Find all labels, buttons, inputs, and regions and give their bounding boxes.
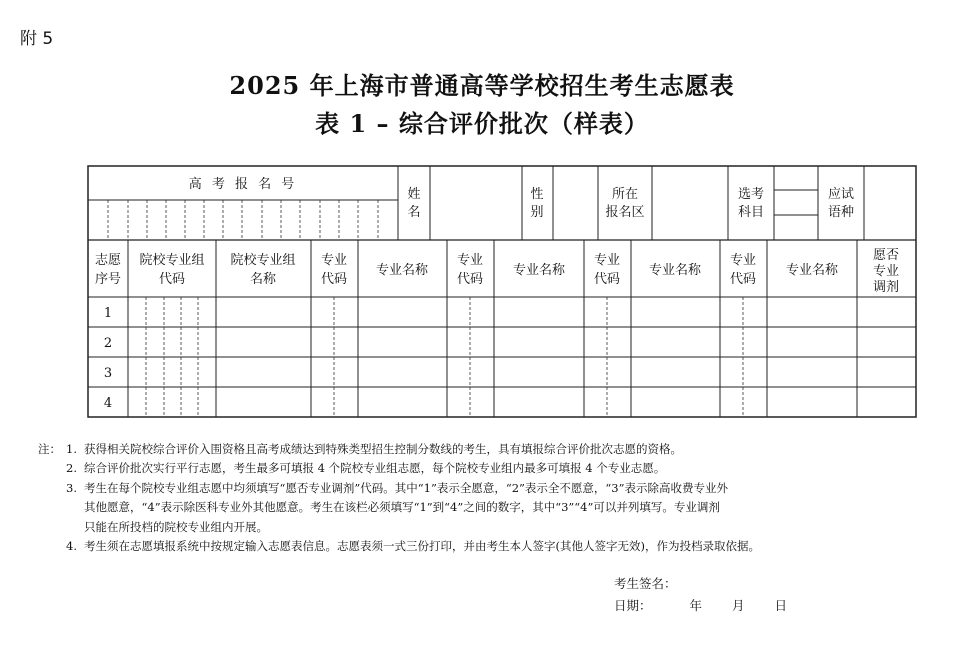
col-major-code-label: 专业 xyxy=(456,253,484,268)
col-adjust-label: 专业 xyxy=(872,264,900,279)
col-major-name-label: 专业名称 xyxy=(512,263,566,278)
row-number: 3 xyxy=(103,366,113,381)
col-major-code-label: 专业 xyxy=(729,253,757,268)
row-number: 4 xyxy=(103,396,113,411)
note-text: 获得相关院校综合评价入围资格且高考成绩达到特殊类型招生控制分数线的考生，具有填报综合评价批次志愿的资格。 xyxy=(84,442,682,456)
date-line xyxy=(614,596,787,614)
note-text: 只能在所投档的院校专业组内开展。 xyxy=(84,519,268,534)
notes-label: 注： xyxy=(38,442,61,456)
note-number: 4. xyxy=(66,539,77,554)
signature-line xyxy=(614,574,677,592)
note-number: 1. xyxy=(66,442,77,456)
note-item xyxy=(66,537,946,556)
language-label: 应试 xyxy=(827,187,855,202)
region-label: 所在 xyxy=(611,187,639,202)
row-number: 2 xyxy=(103,336,113,351)
col-group-name-label: 院校专业组 xyxy=(230,253,296,268)
col-major-code-label: 专业 xyxy=(593,253,621,268)
digit-separators xyxy=(108,200,743,417)
region-label: 报名区 xyxy=(605,205,645,220)
col-major-code-label: 代码 xyxy=(593,272,621,287)
col-major-code-label: 代码 xyxy=(320,272,348,287)
notes-section xyxy=(38,440,946,556)
name-label: 姓 xyxy=(407,187,421,202)
language-label: 语种 xyxy=(827,205,855,220)
attachment-label: 附 5 xyxy=(20,29,54,49)
subjects-label: 科目 xyxy=(737,205,765,220)
form-title: 2025 年上海市普通高等学校招生考生志愿表 xyxy=(229,71,735,100)
col-seq-label: 志愿 xyxy=(94,253,122,268)
col-major-code-label: 代码 xyxy=(729,272,757,287)
note-text: 考生须在志愿填报系统中按规定输入志愿表信息。志愿表须一式三份打印，并由考生本人签字(其他人签字无效)，作为投档录取依据。 xyxy=(84,539,760,554)
row-number: 1 xyxy=(103,306,113,321)
note-number: 3. xyxy=(66,480,77,495)
col-group-code-label: 代码 xyxy=(158,272,186,287)
signer-label: 考生签名： xyxy=(614,576,677,591)
note-number: 2. xyxy=(66,461,77,476)
col-major-code-label: 专业 xyxy=(320,253,348,268)
name-label: 名 xyxy=(407,205,421,220)
col-group-name-label: 名称 xyxy=(249,272,277,287)
date-day: 日 xyxy=(774,598,787,613)
exam-number-label: 高 考 报 名 号 xyxy=(188,177,298,192)
gender-label: 性 xyxy=(530,187,544,202)
subjects-label: 选考 xyxy=(737,187,765,202)
note-text: 考生在每个院校专业组志愿中均须填写“愿否专业调剂”代码。其中“1”表示全愿意，“2”表示全不愿意，“3”表示除高收费专业外 xyxy=(84,480,728,495)
note-item xyxy=(66,479,946,498)
col-major-name-label: 专业名称 xyxy=(785,263,839,278)
date-month: 月 xyxy=(731,598,745,613)
col-seq-label: 序号 xyxy=(94,272,122,287)
date-label: 日期： xyxy=(614,598,652,613)
note-item-continued xyxy=(66,498,946,517)
col-adjust-label: 愿否 xyxy=(872,248,900,263)
note-text: 综合评价批次实行平行志愿，考生最多可填报 4 个院校专业组志愿，每个院校专业组内最多可填报 4 个专业志愿。 xyxy=(84,461,666,476)
note-text: 其他愿意，“4”表示除医科专业外其他愿意。考生在该栏必须填写“1”到“4”之间的数字，其中“3”“4”可以并列填写。专业调剂 xyxy=(84,500,720,515)
note-item xyxy=(66,459,946,478)
col-major-name-label: 专业名称 xyxy=(375,263,429,278)
note-item xyxy=(38,440,946,459)
date-year: 年 xyxy=(689,598,702,613)
col-major-name-label: 专业名称 xyxy=(648,263,702,278)
col-major-code-label: 代码 xyxy=(456,272,484,287)
form-subtitle: 表 1 – 综合评价批次（样表） xyxy=(315,109,649,138)
table-border xyxy=(88,166,916,417)
note-item-continued xyxy=(66,518,946,537)
col-group-code-label: 院校专业组 xyxy=(139,253,205,268)
col-adjust-label: 调剂 xyxy=(872,280,900,295)
gender-label: 别 xyxy=(530,205,544,220)
